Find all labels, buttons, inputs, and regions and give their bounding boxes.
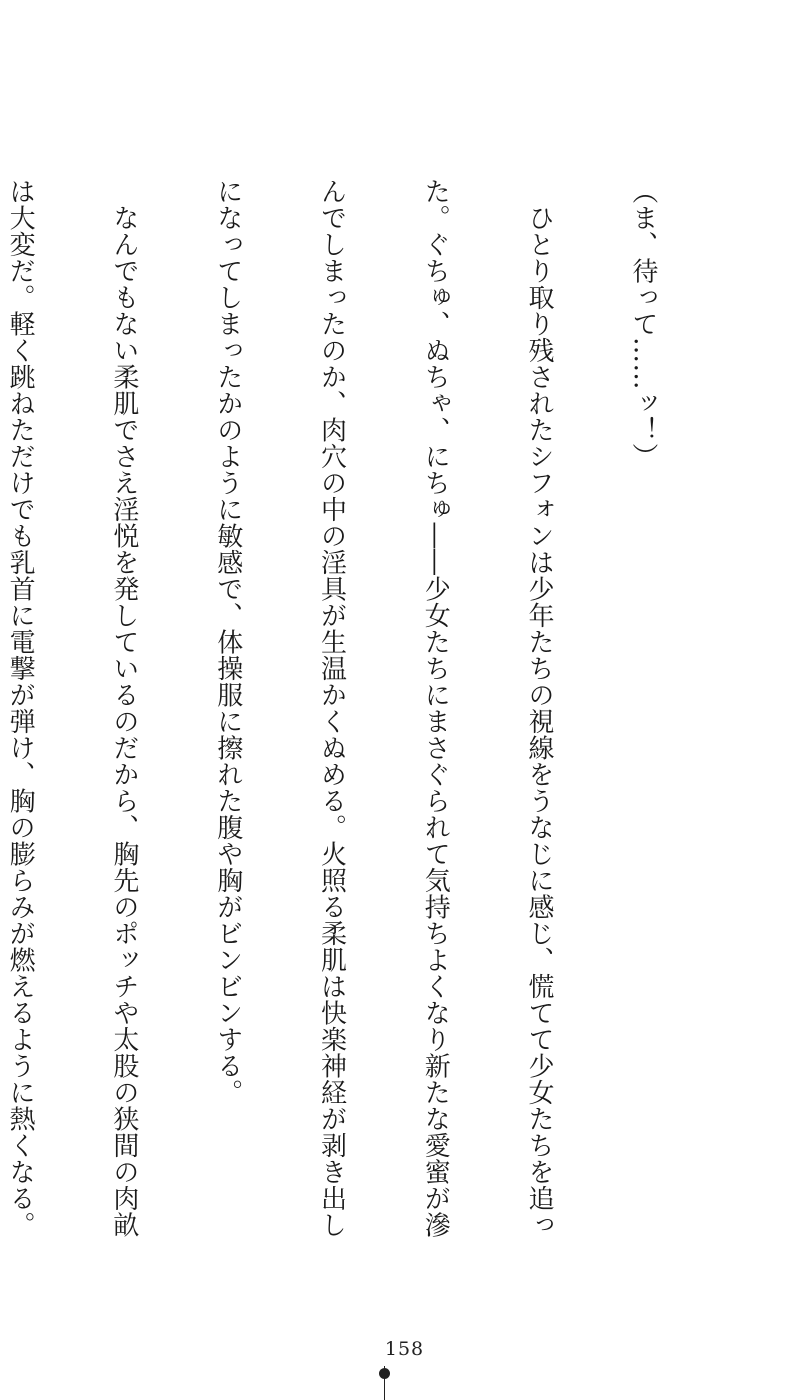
text-line: ひとり取り残されたシフォンは少年たちの視線をうなじに感じ、慌てて少女たちを追っ	[524, 178, 555, 1238]
text-line: た。ぐちゅ、ぬちゃ、にちゅ――少女たちにまさぐられて気持ちよくなり新たな愛蜜が滲	[420, 178, 451, 1238]
body-text	[0, 178, 729, 1248]
folio-dot-icon	[379, 1368, 390, 1379]
text-line: になってしまったかのように敏感で、体操服に擦れた腹や胸がビンビンする。	[212, 178, 243, 1106]
text-line: （ま、待って……ッ！）	[627, 178, 658, 470]
text-line: は大変だ。軽く跳ねただけでも乳首に電撃が弾け、胸の膨らみが燃えるように熱くなる。	[5, 178, 36, 1238]
text-line: んでしまったのか、肉穴の中の淫具が生温かくぬめる。火照る柔肌は快楽神経が剥き出し	[316, 178, 347, 1238]
text-line: なんでもない柔肌でさえ淫悦を発しているのだから、胸先のポッチや太股の狭間の肉畝	[108, 178, 139, 1238]
page-number: 158	[384, 1338, 425, 1360]
